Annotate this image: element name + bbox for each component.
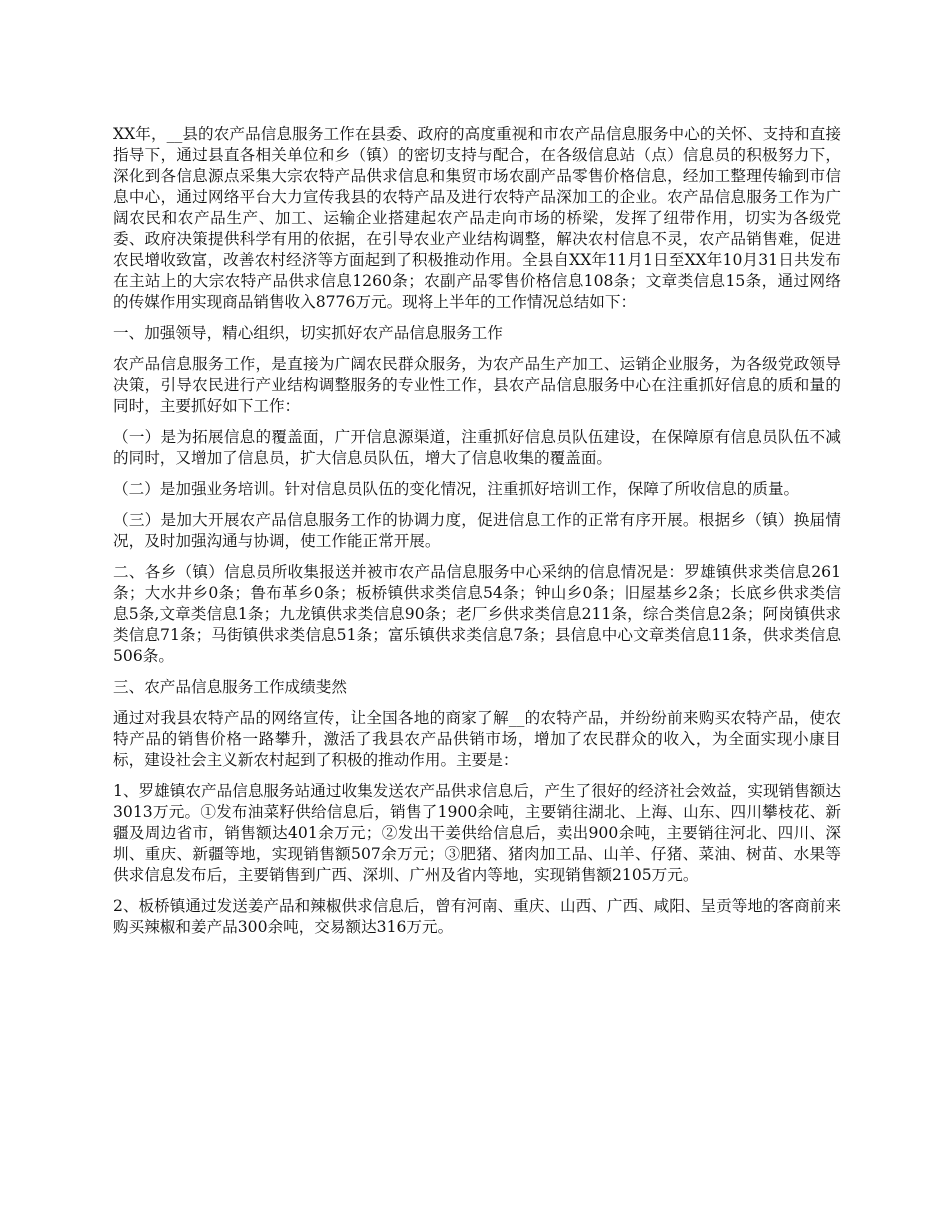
section-2-paragraph: 二、各乡（镇）信息员所收集报送并被市农产品信息服务中心采纳的信息情况是：罗雄镇供求类信息261条；大水井乡0条；鲁布革乡0条；板桥镇供求类信息54条；钟山乡0条；旧屋基乡2条；长底乡供求类信息5条,文章类信息1条；九龙镇供求类信息90条；老厂乡供求类信息211条，综合类信息2条；阿岗镇供求类信息71条；马街镇供求类信息51条；富乐镇供求类信息7条；县信息中心文章类信息11条，供求类信息506条。 [113,563,841,665]
section-1-item-2: （二）是加强业务培训。针对信息员队伍的变化情况，注重抓好培训工作，保障了所收信息的质量。 [113,480,800,498]
section-1-item-1: （一）是为拓展信息的覆盖面，广开信息源渠道，注重抓好信息员队伍建设，在保障原有信息员队伍不减的同时，又增加了信息员，扩大信息员队伍，增大了信息收集的覆盖面。 [113,428,841,467]
intro-paragraph: XX年，__县的农产品信息服务工作在县委、政府的高度重视和市农产品信息服务中心的关怀、支持和直接指导下，通过县直各相关单位和乡（镇）的密切支持与配合，在各级信息站（点）信息员的积极努力下，深化到各信息源点采集大宗农特产品供求信息和集贸市场农副产品零售价格信息，经加工整理传输到市信息中心，通过网络平台大力宣传我县的农特产品及进行农特产品深加工的企业。农产品信息服务工作为广阔农民和农产品生产、加工、运输企业搭建起农产品走向市场的桥梁，发挥了纽带作用，切实为各级党委、政府决策提供科学有用的依据，在引导农业产业结构调整，解决农村信息不灵，农产品销售难，促进农民增收致富，改善农村经济等方面起到了积极推动作用。全县自XX年11月1日至XX年10月31日共发布在主站上的大宗农特产品供求信息1260条；农副产品零售价格信息108条；文章类信息15条，通过网络的传媒作用实现商品销售收入8776万元。现将上半年的工作情况总结如下： [113,125,841,311]
document-page [113,124,841,948]
section-1-body: 农产品信息服务工作，是直接为广阔农民群众服务，为农产品生产加工、运销企业服务，为各级党政领导决策，引导农民进行产业结构调整服务的专业性工作，县农产品信息服务中心在注重抓好信息的质和量的同时，主要抓好如下工作： [113,355,841,415]
section-3-item-2: 2、板桥镇通过发送姜产品和辣椒供求信息后，曾有河南、重庆、山西、广西、咸阳、呈贡等地的客商前来购买辣椒和姜产品300余吨，交易额达316万元。 [113,897,841,936]
section-1-item-3: （三）是加大开展农产品信息服务工作的协调力度，促进信息工作的正常有序开展。根据乡（镇）换届情况，及时加强沟通与协调，使工作能正常开展。 [113,511,841,550]
section-3-item-1: 1、罗雄镇农产品信息服务站通过收集发送农产品供求信息后，产生了很好的经济社会效益，实现销售额达3013万元。①发布油菜籽供给信息后，销售了1900余吨，主要销往湖北、上海、山东、四川攀枝花、新疆及周边省市，销售额达401余万元；②发出干姜供给信息后，卖出900余吨，主要销往河北、四川、深圳、重庆、新疆等地，实现销售额507余万元；③肥猪、猪肉加工品、山羊、仔猪、菜油、树苗、水果等供求信息发布后，主要销售到广西、深圳、广州及省内等地，实现销售额2105万元。 [113,782,841,884]
section-heading-3: 三、农产品信息服务工作成绩斐然 [113,678,347,696]
section-heading-1: 一、加强领导，精心组织，切实抓好农产品信息服务工作 [113,324,503,342]
section-3-body: 通过对我县农特产品的网络宣传，让全国各地的商家了解__的农特产品，并纷纷前来购买农特产品，使农特产品的销售价格一路攀升，激活了我县农产品供销市场，增加了农民群众的收入，为全面实现小康目标，建设社会主义新农村起到了积极的推动作用。主要是： [113,709,841,769]
